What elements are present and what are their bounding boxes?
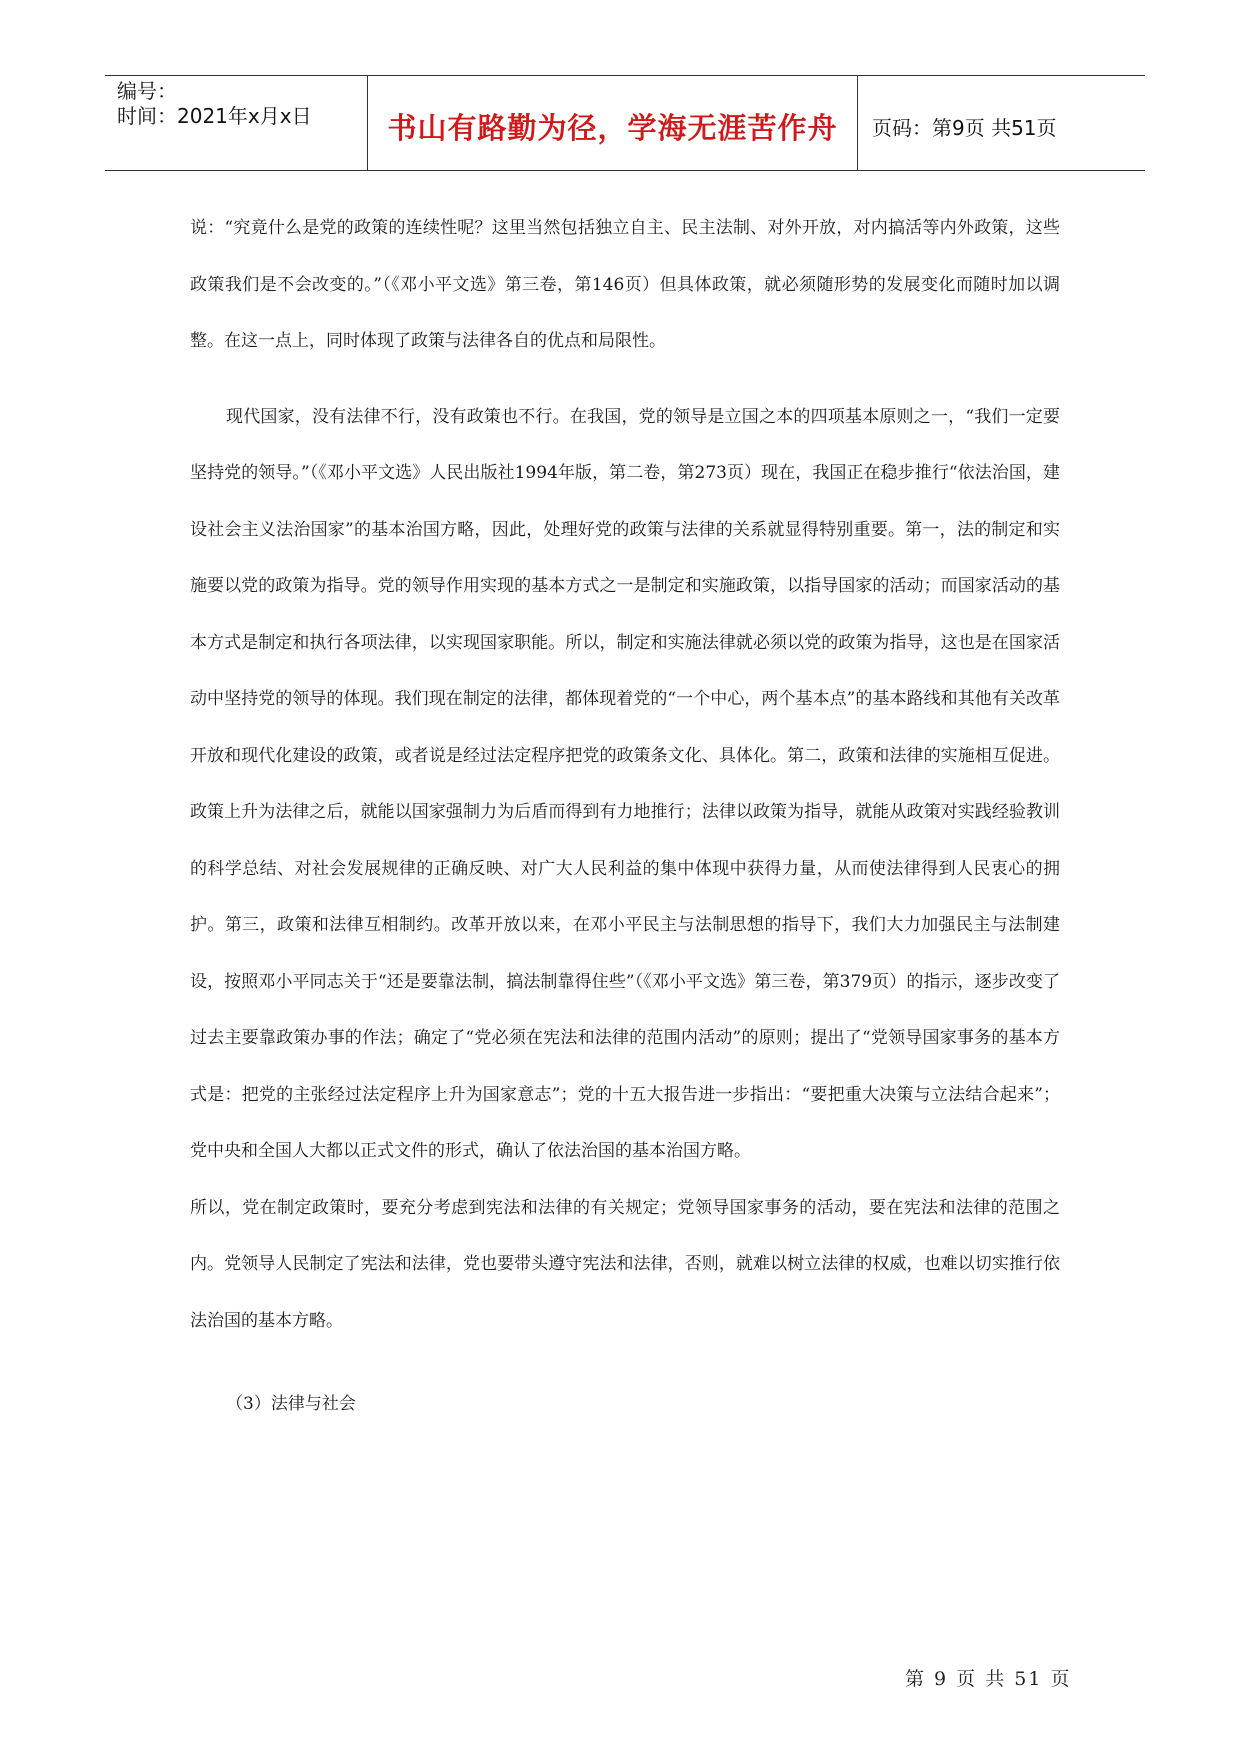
document-body xyxy=(190,200,1060,1433)
document-time-label: 时间：2021年x月x日 xyxy=(117,104,312,128)
header-meta xyxy=(105,76,368,170)
header-motto: 书山有路勤为径，学海无涯苦作舟 xyxy=(368,76,858,170)
document-number-label: 编号： xyxy=(117,79,177,103)
page-header xyxy=(105,75,1145,171)
body-paragraph: 现代国家，没有法律不行，没有政策也不行。在我国，党的领导是立国之本的四项基本原则之一，“我们一定要坚持党的领导。”（《邓小平文选》人民出版社1994年版，第二卷，第273页）现在，我国正在稳步推行“依法治国，建设社会主义法治国家”的基本治国方略，因此，处理好党的政策与法律的关系就显得特别重要。第一，法的制定和实施要以党的政策为指导。党的领导作用实现的基本方式之一是制定和实施政策，以指导国家的活动；而国家活动的基本方式是制定和执行各项法律，以实现国家职能。所以，制定和实施法律就必须以党的政策为指导，这也是在国家活动中坚持党的领导的体现。我们现在制定的法律，都体现着党的“一个中心，两个基本点”的基本路线和其他有关改革开放和现代化建设的政策，或者说是经过法定程序把党的政策条文化、具体化。第二，政策和法律的实施相互促进。政策上升为法律之后，就能以国家强制力为后盾而得到有力地推行；法律以政策为指导，就能从政策对实践经验教训的科学总结、对社会发展规律的正确反映、对广大人民利益的集中体现中获得力量，从而使法律得到人民衷心的拥护。第三，政策和法律互相制约。改革开放以来，在邓小平民主与法制思想的指导下，我们大力加强民主与法制建设，按照邓小平同志关于“还是要靠法制，搞法制靠得住些”（《邓小平文选》第三卷，第379页）的指示，逐步改变了过去主要靠政策办事的作法；确定了“党必须在宪法和法律的范围内活动”的原则；提出了“党领导国家事务的基本方式是：把党的主张经过法定程序上升为国家意志”；党的十五大报告进一步指出：“要把重大决策与立法结合起来”；党中央和全国人大都以正式文件的形式，确认了依法治国的基本治国方略。 xyxy=(190,406,1060,1161)
section-heading: （3）法律与社会 xyxy=(226,1394,356,1414)
header-page-info: 页码：第9页 共51页 xyxy=(872,115,1057,140)
body-paragraph: 所以，党在制定政策时，要充分考虑到宪法和法律的有关规定；党领导国家事务的活动，要在宪法和法律的范围之内。党领导人民制定了宪法和法律，党也要带头遵守宪法和法律，否则，就难以树立法律的权威，也难以切实推行依法治国的基本方略。 xyxy=(190,1197,1060,1331)
page-footer: 第 9 页 共 51 页 xyxy=(905,1668,1072,1690)
body-paragraph: 说：“究竟什么是党的政策的连续性呢？这里当然包括独立自主、民主法制、对外开放，对内搞活等内外政策，这些政策我们是不会改变的。”（《邓小平文选》第三卷，第146页）但具体政策，就必须随形势的发展变化而随时加以调整。在这一点上，同时体现了政策与法律各自的优点和局限性。 xyxy=(190,218,1060,351)
